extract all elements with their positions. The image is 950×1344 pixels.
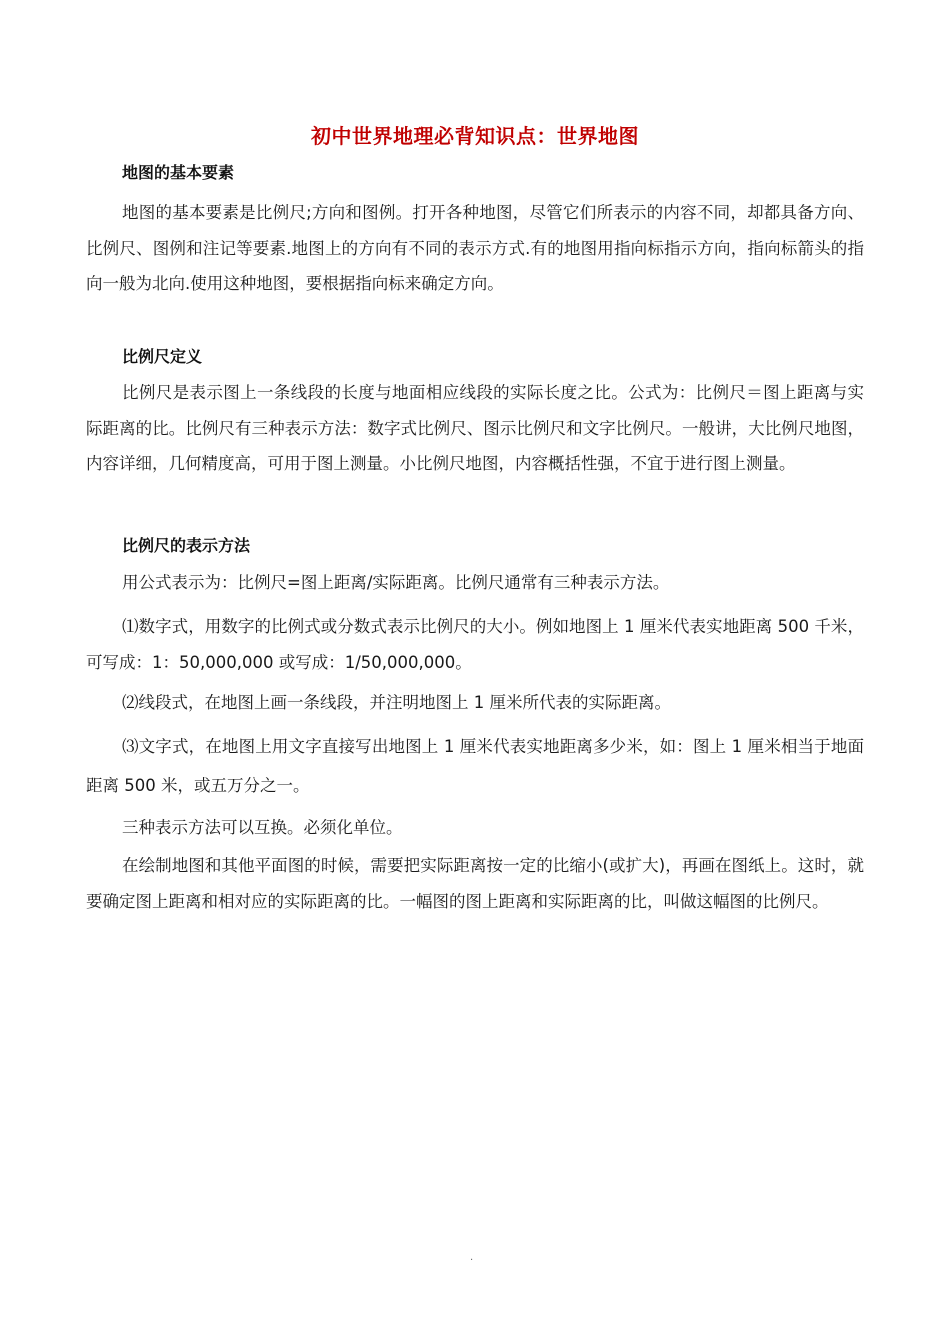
section-paragraph: ⑶文字式，在地图上用文字直接写出地图上 1 厘米代表实地距离多少米，如：图上 1 厘米相当于地面距离 500 米，或五万分之一。 [86, 737, 864, 795]
section-heading-map-elements: 地图的基本要素 [122, 163, 235, 182]
section-paragraph: ⑴数字式，用数字的比例式或分数式表示比例尺的大小。例如地图上 1 厘米代表实地距离 500 千米，可写成：1：50,000,000 或写成：1/50,000,000。 [86, 617, 864, 672]
section-heading-scale-definition: 比例尺定义 [122, 347, 203, 366]
section-heading-scale-methods: 比例尺的表示方法 [122, 536, 251, 555]
section-paragraph: 用公式表示为：比例尺=图上距离/实际距离。比例尺通常有三种表示方法。 [122, 573, 670, 592]
document-title: 初中世界地理必背知识点：世界地图 [311, 124, 639, 148]
page-footer-mark: . [470, 1252, 474, 1263]
section-paragraph: 地图的基本要素是比例尺;方向和图例。打开各种地图，尽管它们所表示的内容不同，却都具备方向、比例尺、图例和注记等要素.地图上的方向有不同的表示方式.有的地图用指向标指示方向，指向标箭头的指向一般为北向.使用这种地图，要根据指向标来确定方向。 [86, 203, 864, 293]
section-paragraph: 三种表示方法可以互换。必须化单位。 [122, 818, 403, 837]
section-paragraph: ⑵线段式，在地图上画一条线段，并注明地图上 1 厘米所代表的实际距离。 [122, 693, 671, 712]
section-paragraph: 比例尺是表示图上一条线段的长度与地面相应线段的实际长度之比。公式为：比例尺＝图上距离与实际距离的比。比例尺有三种表示方法：数字式比例尺、图示比例尺和文字比例尺。一般讲，大比例尺地图，内容详细，几何精度高，可用于图上测量。小比例尺地图，内容概括性强，不宜于进行图上测量。 [86, 383, 864, 473]
section-paragraph: 在绘制地图和其他平面图的时候，需要把实际距离按一定的比缩小(或扩大)，再画在图纸上。这时，就要确定图上距离和相对应的实际距离的比。一幅图的图上距离和实际距离的比，叫做这幅图的比例尺。 [86, 856, 864, 911]
